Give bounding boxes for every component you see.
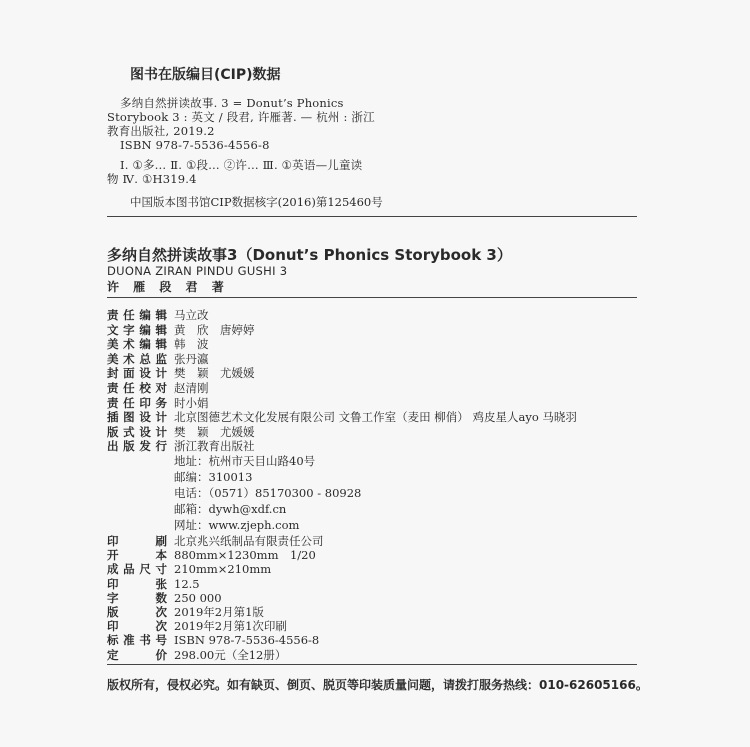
publisher-postcode: 邮编：310013	[174, 470, 253, 484]
spec-label: 版 次	[107, 605, 167, 619]
credit-label: 责任校对	[107, 381, 167, 395]
cip-heading: 图书在版编目(CIP)数据	[130, 67, 281, 83]
spec-label: 印 次	[107, 619, 167, 634]
credit-value: 韩 波	[174, 337, 209, 352]
spec-label: 标准书号	[107, 633, 167, 648]
credit-label: 文字编辑	[107, 322, 167, 337]
credit-value: 张丹瀛	[174, 351, 209, 366]
credit-label: 责任编辑	[107, 308, 167, 322]
cip-line-1: 多纳自然拼读故事. 3 = Donut’s Phonics	[120, 96, 344, 110]
credit-value: 北京图德艺术文化发展有限公司 文鲁工作室（麦田 柳俏） 鸡皮星人ayo 马晓羽	[174, 410, 577, 425]
credit-value: 樊 颖 尤媛媛	[174, 366, 255, 381]
publisher-address: 地址：杭州市天目山路40号	[174, 454, 316, 468]
spec-value: 2019年2月第1版	[174, 605, 264, 619]
spec-value: 880mm×1230mm 1/20	[174, 548, 316, 563]
spec-value: 298.00元（全12册）	[174, 647, 287, 662]
spec-label: 定 价	[107, 647, 167, 662]
publisher-phone: 电话：（0571）85170300 - 80928	[174, 486, 362, 500]
spec-value: ISBN 978-7-5536-4556-8	[174, 633, 320, 648]
credit-label: 美术编辑	[107, 337, 167, 352]
publisher-website: 网址：www.zjeph.com	[174, 518, 300, 532]
credit-value: 黄 欣 唐婷婷	[174, 322, 255, 337]
cip-subject-2: 物 Ⅳ. ①H319.4	[107, 172, 197, 186]
cip-data-number: 中国版本图书馆CIP数据核字(2016)第125460号	[130, 195, 383, 209]
cip-isbn: ISBN 978-7-5536-4556-8	[120, 138, 270, 152]
spec-label: 字 数	[107, 590, 167, 605]
book-authors: 许 雁 段 君 著	[107, 280, 229, 294]
credit-label: 版式设计	[107, 424, 167, 439]
copyright-notice: 版权所有，侵权必究。如有缺页、倒页、脱页等印装质量问题，请拨打服务热线：010-62605166。	[107, 678, 648, 692]
spec-value: 2019年2月第1次印刷	[174, 619, 287, 634]
credit-value: 马立改	[174, 308, 209, 322]
divider-top	[107, 216, 637, 217]
credit-label: 责任印务	[107, 395, 167, 410]
credit-label: 插图设计	[107, 410, 167, 425]
book-title: 多纳自然拼读故事3（Donut’s Phonics Storybook 3）	[107, 246, 512, 264]
spec-value: 北京兆兴纸制品有限责任公司	[174, 534, 324, 548]
spec-label: 印 张	[107, 576, 167, 591]
spec-label: 开 本	[107, 548, 167, 563]
cip-line-2: Storybook 3 : 英文 / 段君, 许雁著. — 杭州 : 浙江	[107, 110, 375, 124]
spec-label: 成品尺寸	[107, 562, 167, 577]
divider-bottom	[107, 664, 637, 665]
spec-label: 印 刷	[107, 534, 167, 548]
credit-label: 封面设计	[107, 366, 167, 381]
spec-value: 250 000	[174, 590, 222, 605]
divider-middle	[107, 297, 637, 298]
credit-value: 时小娟	[174, 395, 209, 410]
credit-label: 出版发行	[107, 439, 167, 454]
credit-value: 赵清刚	[174, 381, 209, 395]
credit-value: 樊 颖 尤媛媛	[174, 424, 255, 439]
cip-line-3: 教育出版社, 2019.2	[107, 124, 215, 138]
credit-value: 浙江教育出版社	[174, 439, 255, 454]
credit-label: 美术总监	[107, 351, 167, 366]
cip-subject-1: Ⅰ. ①多… Ⅱ. ①段… ②许… Ⅲ. ①英语—儿童读	[120, 158, 363, 172]
publisher-email: 邮箱：dywh@xdf.cn	[174, 502, 287, 516]
spec-value: 12.5	[174, 576, 200, 591]
spec-value: 210mm×210mm	[174, 562, 272, 577]
book-pinyin: DUONA ZIRAN PINDU GUSHI 3	[107, 264, 288, 278]
